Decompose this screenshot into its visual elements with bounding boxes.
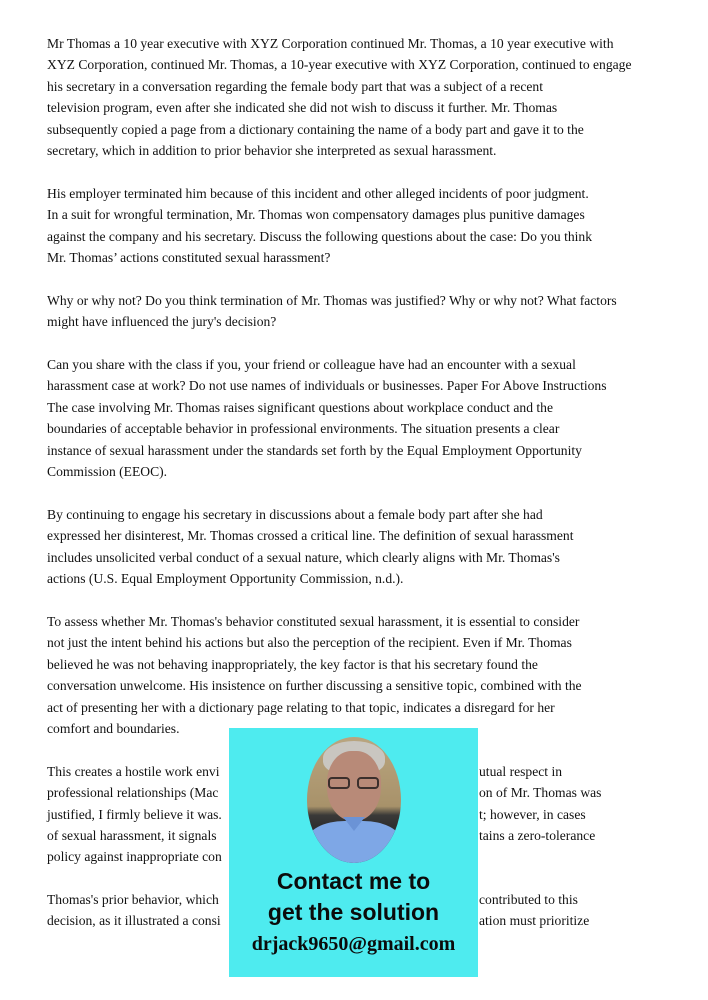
text-line: believed he was not behaving inappropriately, the key factor is that his secretary found the — [47, 656, 538, 672]
paragraph — [47, 504, 677, 590]
text-fragment-left: This creates a hostile work envi — [47, 763, 220, 779]
text-fragment-left: decision, as it illustrated a consi — [47, 913, 221, 929]
text-fragment-right: t; however, in cases — [479, 806, 586, 822]
text-fragment-right: utual respect in — [479, 763, 563, 779]
text-line: act of presenting her with a dictionary page relating to that topic, indicates a disregard for her — [47, 699, 555, 715]
text-fragment-left: justified, I firmly believe it was. — [47, 806, 222, 822]
ad-headline-line1: Contact me to — [276, 868, 431, 894]
text-line: expressed her disinterest, Mr. Thomas crossed a critical line. The definition of sexual harassment — [47, 528, 574, 544]
text-fragment-left: of sexual harassment, it signals — [47, 827, 217, 843]
text-line: subsequently copied a page from a dictionary containing the name of a body part and gave it to the — [47, 121, 584, 137]
text-line: Can you share with the class if you, your friend or colleague have had an encounter with a sexual — [47, 357, 576, 373]
paragraph — [47, 354, 677, 482]
text-fragment-left: policy against inappropriate con — [47, 849, 222, 865]
text-line: might have influenced the jury's decision? — [47, 314, 277, 330]
ad-headline-line2: get the solution — [267, 899, 440, 925]
text-line: XYZ Corporation, continued Mr. Thomas, a 10-year executive with XYZ Corporation, continued to engage — [47, 57, 632, 73]
text-fragment-right: tains a zero-tolerance — [479, 827, 596, 843]
portrait-photo — [307, 737, 401, 863]
text-fragment-left: Thomas's prior behavior, which — [47, 892, 219, 908]
text-line: Commission (EEOC). — [47, 464, 168, 480]
text-line: The case involving Mr. Thomas raises significant questions about workplace conduct and the — [47, 399, 553, 415]
text-line: conversation unwelcome. His insistence on further discussing a sensitive topic, combined with the — [47, 678, 582, 694]
text-fragment-right: contributed to this — [479, 892, 578, 908]
text-fragment-left: professional relationships (Mac — [47, 785, 219, 801]
text-line: In a suit for wrongful termination, Mr. Thomas won compensatory damages plus punitive damages — [47, 207, 585, 223]
text-line: To assess whether Mr. Thomas's behavior constituted sexual harassment, it is essential to consider — [47, 613, 580, 629]
text-line: against the company and his secretary. Discuss the following questions about the case: Do you think — [47, 228, 593, 244]
text-line: includes unsolicited verbal conduct of a sexual nature, which clearly aligns with Mr. Thomas's — [47, 549, 560, 565]
text-line: boundaries of acceptable behavior in professional environments. The situation presents a clear — [47, 421, 560, 437]
paragraph — [47, 290, 677, 333]
portrait-glasses — [326, 777, 382, 791]
text-line: instance of sexual harassment under the standards set forth by the Equal Employment Opportunity — [47, 442, 582, 458]
text-line: comfort and boundaries. — [47, 720, 180, 736]
text-line: secretary, which in addition to prior behavior she interpreted as sexual harassment. — [47, 143, 497, 159]
text-line: actions (U.S. Equal Employment Opportunity Commission, n.d.). — [47, 571, 404, 587]
text-line: his secretary in a conversation regarding the female body part that was a subject of a recent — [47, 78, 543, 94]
paragraph — [47, 611, 677, 739]
paragraph — [47, 33, 677, 161]
text-line: television program, even after she indicated she did not wish to discuss it further. Mr. Thomas — [47, 100, 558, 116]
contact-email-link[interactable]: drjack9650@gmail.com — [251, 933, 456, 955]
text-line: By continuing to engage his secretary in discussions about a female body part after she had — [47, 506, 543, 522]
text-line: His employer terminated him because of this incident and other alleged incidents of poor judgment. — [47, 185, 589, 201]
contact-ad-overlay[interactable] — [229, 728, 478, 977]
text-line: Mr. Thomas’ actions constituted sexual harassment? — [47, 250, 331, 266]
text-line: not just the intent behind his actions but also the perception of the recipient. Even if Mr. Thomas — [47, 635, 572, 651]
text-line: harassment case at work? Do not use names of individuals or businesses. Paper For Above Instructions — [47, 378, 607, 394]
text-line: Mr Thomas a 10 year executive with XYZ Corporation continued Mr. Thomas, a 10 year executive with — [47, 36, 614, 51]
paragraph — [47, 183, 677, 269]
text-line: Why or why not? Do you think termination of Mr. Thomas was justified? Why or why not? What factors — [47, 292, 617, 308]
text-fragment-right: on of Mr. Thomas was — [479, 785, 602, 801]
text-fragment-right: ation must prioritize — [479, 913, 590, 929]
